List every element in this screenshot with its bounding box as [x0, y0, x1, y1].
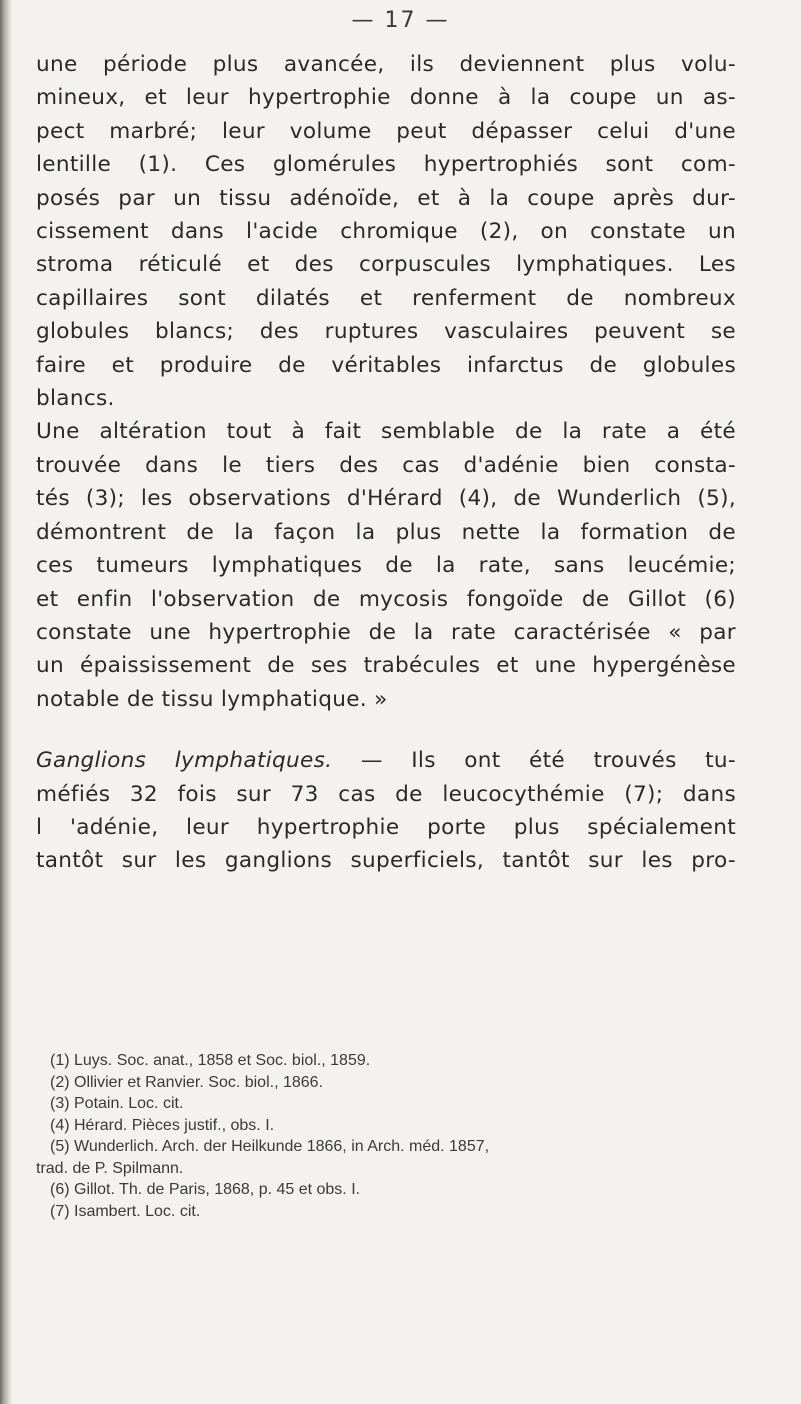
footnote: (3) Potain. Loc. cit.	[50, 1095, 184, 1112]
text-line: pect marbré; leur volume peut dépasser celui d'une	[36, 118, 736, 144]
text-line: lentille (1). Ces glomérules hypertrophiés sont com-	[36, 152, 736, 178]
text-line: notable de tissu lymphatique. »	[36, 686, 388, 712]
footnote: (5) Wunderlich. Arch. der Heilkunde 1866, in Arch. méd. 1857,	[50, 1138, 490, 1155]
main-text	[36, 48, 736, 878]
text-line: l 'adénie, leur hypertrophie porte plus spécialement	[36, 814, 736, 840]
text-line: mineux, et leur hypertrophie donne à la coupe un as-	[36, 85, 736, 111]
footnote: (7) Isambert. Loc. cit.	[50, 1202, 201, 1220]
footnote-continuation: trad. de P. Spilmann.	[36, 1159, 184, 1177]
text-line: trouvée dans le tiers des cas d'adénie bien consta-	[36, 452, 736, 478]
text-line: posés par un tissu adénoïde, et à la coupe après dur-	[36, 185, 736, 211]
text-line: globules blancs; des ruptures vasculaires peuvent se	[36, 319, 736, 345]
text-line: constate une hypertrophie de la rate caractérisée « par	[36, 619, 736, 645]
section-heading: Ganglions lymphatiques.	[36, 748, 333, 774]
text-line: un épaississement de ses trabécules et une hypergénèse	[36, 653, 736, 679]
text-line: une période plus avancée, ils deviennent plus volu-	[36, 52, 736, 77]
text-line: blancs.	[36, 386, 115, 412]
text-line: cissement dans l'acide chromique (2), on constate un	[36, 219, 736, 245]
text-line: méfiés 32 fois sur 73 cas de leucocythémie (7); dans	[36, 781, 736, 807]
footnotes	[36, 1050, 736, 1222]
text-line: et enfin l'observation de mycosis fongoïde de Gillot (6)	[36, 586, 736, 612]
text-line: ces tumeurs lymphatiques de la rate, sans leucémie;	[36, 553, 736, 579]
text-line: Une altération tout à fait semblable de la rate a été	[36, 419, 736, 445]
page-gutter-shadow	[0, 0, 12, 1404]
paragraph-gap	[36, 716, 736, 744]
text-fragment: — Ils ont été trouvés tu-	[332, 748, 736, 774]
footnote: (6) Gillot. Th. de Paris, 1868, p. 45 et obs. I.	[50, 1181, 361, 1198]
page-number: — 17 —	[351, 8, 450, 33]
text-line: tantôt sur les ganglions superficiels, tantôt sur les pro-	[36, 848, 736, 874]
text-line	[36, 744, 736, 777]
text-line: capillaires sont dilatés et renferment de nombreux	[36, 285, 736, 311]
text-line: stroma réticulé et des corpuscules lymphatiques. Les	[36, 252, 736, 278]
text-line: démontrent de la façon la plus nette la formation de	[36, 519, 736, 545]
text-line: faire et produire de véritables infarctus de globules	[36, 352, 736, 378]
footnote: (4) Hérard. Pièces justif., obs. I.	[50, 1116, 275, 1134]
footnote: (1) Luys. Soc. anat., 1858 et Soc. biol., 1859.	[50, 1052, 371, 1069]
footnote: (2) Ollivier et Ranvier. Soc. biol., 1866.	[50, 1073, 324, 1091]
text-line: tés (3); les observations d'Hérard (4), de Wunderlich (5),	[36, 486, 736, 512]
